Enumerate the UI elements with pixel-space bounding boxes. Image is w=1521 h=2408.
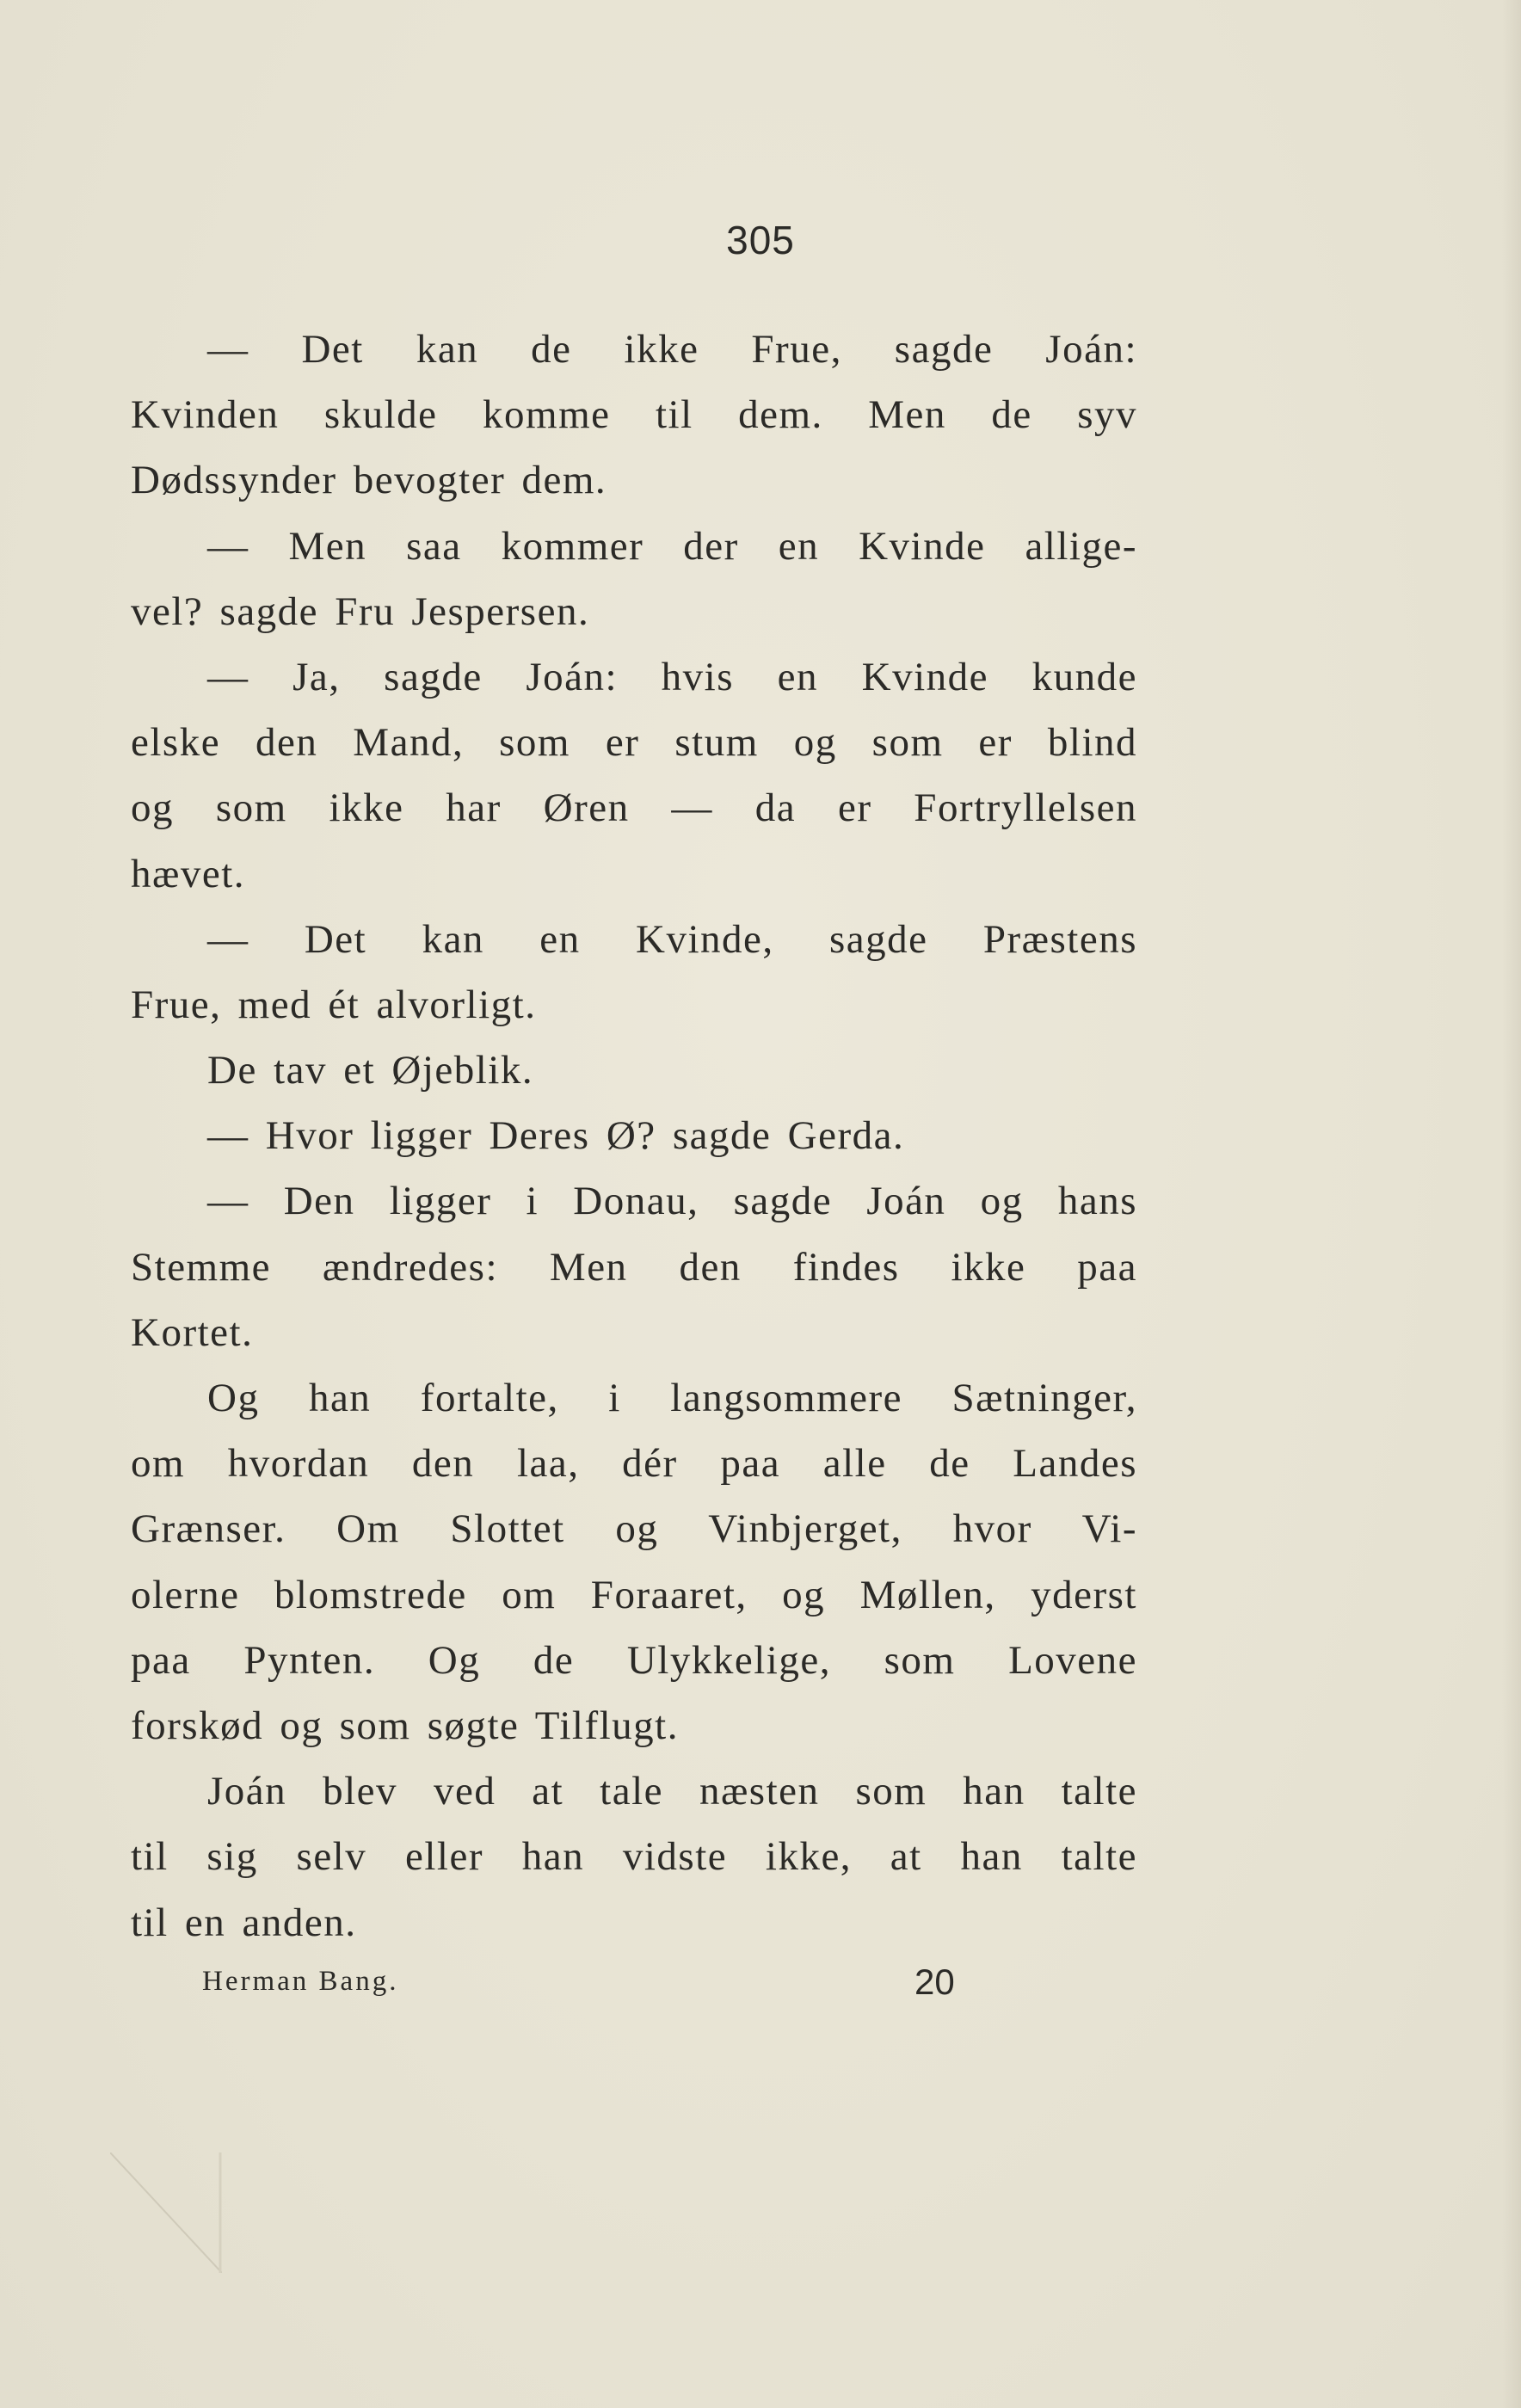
text-line: De tav et Øjeblik. (207, 1048, 534, 1093)
page-number: 305 (726, 218, 795, 262)
text-line: — Det kan de ikke Frue, sagde Joán: (207, 327, 1137, 372)
text-line: forskød og som søgte Tilflugt. (131, 1703, 679, 1748)
text-line: Grænser. Om Slottet og Vinbjerget, hvor Vi- (131, 1506, 1137, 1552)
text-line: til sig selv eller han vidste ikke, at han talte (131, 1834, 1137, 1880)
footer-author: Herman Bang. (202, 1966, 399, 1997)
text-line: — Ja, sagde Joán: hvis en Kvinde kunde (207, 654, 1137, 699)
body-text (131, 317, 1137, 1955)
text-line: Stemme ændredes: Men den findes ikke paa (131, 1244, 1137, 1290)
text-line: — Hvor ligger Deres Ø? sagde Gerda. (207, 1113, 905, 1159)
text-line: Kvinden skulde komme til dem. Men de syv (131, 392, 1137, 438)
text-line: Og han fortalte, i langsommere Sætninger, (207, 1376, 1137, 1420)
text-line: om hvordan den laa, dér paa alle de Landes (131, 1441, 1137, 1487)
text-line: — Det kan en Kvinde, sagde Præstens (207, 916, 1137, 962)
page-edge-shadow (1502, 0, 1521, 2408)
text-line: olerne blomstrede om Foraaret, og Møllen, yderst (131, 1572, 1137, 1617)
text-line: Dødssynder bevogter dem. (131, 458, 607, 503)
text-line: Kortet. (131, 1309, 254, 1355)
text-line: — Men saa kommer der en Kvinde allige- (207, 523, 1137, 569)
footer-signature: 20 (914, 1962, 955, 2002)
text-line: paa Pynten. Og de Ulykkelige, som Lovene (131, 1637, 1137, 1683)
text-line: Frue, med ét alvorligt. (131, 982, 537, 1027)
text-line: og som ikke har Øren — da er Fortryllelsen (131, 785, 1137, 831)
text-line: Joán blev ved at tale næsten som han talte (207, 1769, 1137, 1814)
text-line: til en anden. (131, 1900, 357, 1945)
text-line: vel? sagde Fru Jespersen. (131, 588, 590, 634)
text-line: elske den Mand, som er stum og som er blind (131, 720, 1137, 766)
text-line: — Den ligger i Donau, sagde Joán og hans (207, 1179, 1137, 1224)
paper-fold-mark (110, 2152, 222, 2273)
text-line: hævet. (131, 851, 246, 896)
